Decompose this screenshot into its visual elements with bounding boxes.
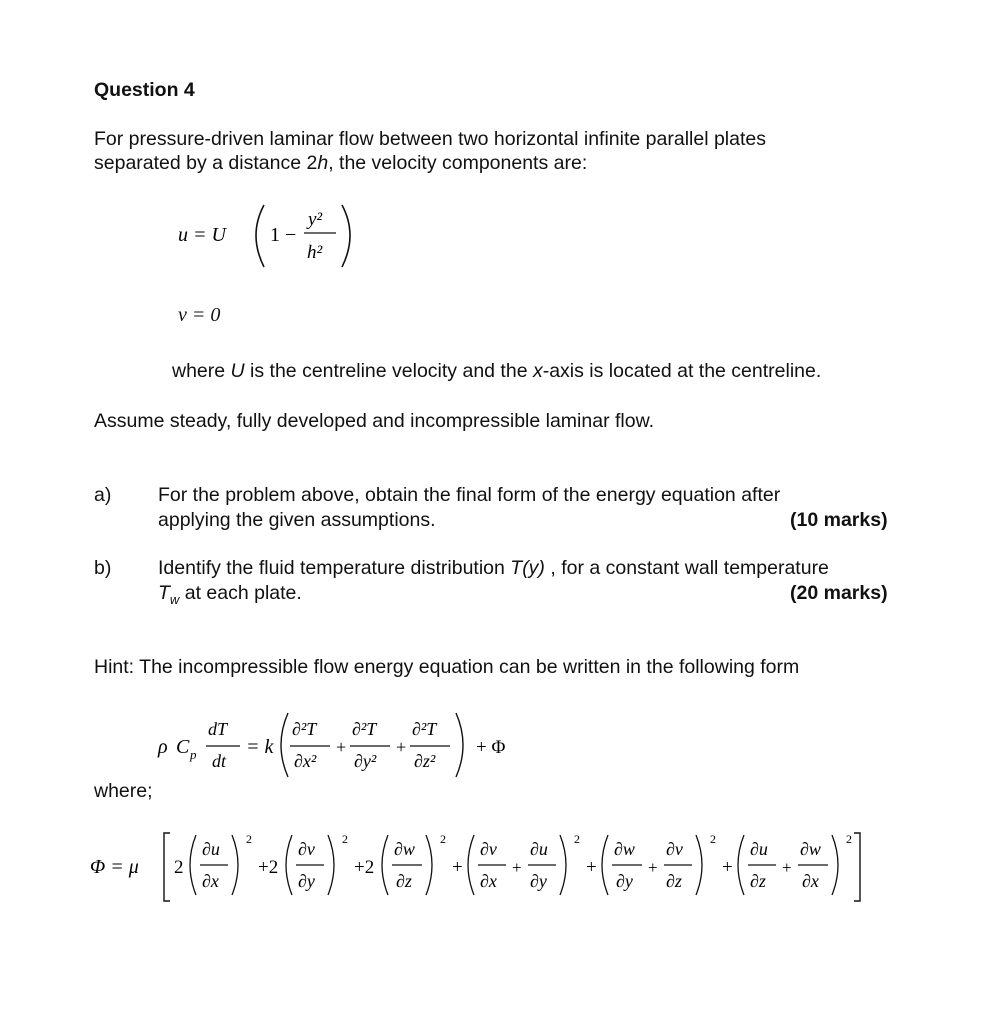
intro-line-1: For pressure-driven laminar flow between two horizontal infinite parallel plates: [94, 128, 766, 150]
dT-numerator: dT: [208, 719, 228, 739]
cp-subscript: p: [190, 747, 197, 762]
dx2: ∂x²: [294, 751, 317, 771]
coef-2: 2: [174, 857, 184, 878]
num: ∂w: [394, 839, 415, 859]
assumptions: Assume steady, fully developed and incompressible laminar flow.: [94, 410, 655, 432]
num: ∂w: [614, 839, 635, 859]
sq: 2: [574, 832, 580, 846]
intro-line-2: separated by a distance 2h, the velocity components are:: [94, 152, 588, 174]
paren-l: [286, 835, 292, 895]
paren-l: [382, 835, 388, 895]
plus: +: [648, 858, 658, 877]
sq: 2: [246, 832, 252, 846]
part-a-marks: (10 marks): [790, 509, 888, 531]
sq: 2: [342, 832, 348, 846]
paren-r: [328, 835, 334, 895]
paren-l: [468, 835, 474, 895]
plus: +: [586, 857, 597, 878]
paren-l: [738, 835, 744, 895]
dz2: ∂z²: [414, 751, 436, 771]
plus: +: [782, 858, 792, 877]
u-lhs: u = U: [178, 224, 226, 246]
d2T-1: ∂²T: [292, 719, 317, 739]
sq: 2: [440, 832, 446, 846]
velocity-u-equation: [170, 195, 370, 275]
den: ∂z: [396, 871, 412, 891]
num: ∂w: [800, 839, 821, 859]
num: ∂v: [666, 839, 683, 859]
den: ∂y: [298, 871, 315, 891]
part-b-label: b): [94, 557, 112, 579]
right-bracket: [854, 833, 860, 901]
equals-k: = k: [246, 736, 274, 758]
part-a-label: a): [94, 484, 112, 506]
plus-1: +: [336, 737, 347, 757]
part-a-line-1: For the problem above, obtain the final form of the energy equation after: [158, 484, 781, 506]
plus: +: [452, 857, 463, 878]
paren-r: [696, 835, 702, 895]
energy-equation: [150, 705, 530, 785]
u-one-minus: 1 −: [270, 224, 297, 246]
velocity-v-equation: v = 0: [178, 304, 221, 326]
left-paren: [256, 205, 264, 267]
num: ∂u: [202, 839, 220, 859]
part-b-line-2: $T_w$ at each plate.: [158, 582, 302, 607]
dt-denominator: dt: [212, 751, 227, 771]
num: ∂u: [530, 839, 548, 859]
num: ∂v: [298, 839, 315, 859]
dy2: ∂y²: [354, 751, 377, 771]
plus: +: [512, 858, 522, 877]
u-denominator: h²: [307, 242, 323, 263]
where-label: where;: [94, 780, 153, 802]
right-paren: [456, 713, 463, 777]
dissipation-equation: [88, 825, 938, 905]
cp-symbol: C: [176, 736, 190, 758]
num: ∂u: [750, 839, 768, 859]
den: ∂y: [530, 871, 547, 891]
hint-text: Hint: The incompressible flow energy equation can be written in the following form: [94, 656, 800, 678]
coef-plus-2: +2: [258, 857, 279, 878]
den: ∂x: [802, 871, 819, 891]
den: ∂x: [202, 871, 219, 891]
paren-l: [602, 835, 608, 895]
paren-l: [190, 835, 196, 895]
part-b-marks: (20 marks): [790, 582, 888, 604]
d2T-3: ∂²T: [412, 719, 437, 739]
paren-r: [426, 835, 432, 895]
num: ∂v: [480, 839, 497, 859]
den: ∂x: [480, 871, 497, 891]
paren-r: [232, 835, 238, 895]
plus-2: +: [396, 737, 407, 757]
coef-plus-2: +2: [354, 857, 375, 878]
d2T-2: ∂²T: [352, 719, 377, 739]
left-paren: [281, 713, 288, 777]
den: ∂z: [666, 871, 682, 891]
paren-r: [560, 835, 566, 895]
left-bracket: [164, 833, 170, 901]
where-line: where U is the centreline velocity and the x-axis is located at the centreline.: [172, 360, 822, 382]
plus: +: [722, 857, 733, 878]
rho-symbol: ρ: [158, 736, 168, 758]
question-title: Question 4: [94, 79, 195, 101]
phi-mu: Φ = μ: [90, 856, 139, 878]
u-numerator: y²: [308, 209, 323, 230]
paren-r: [832, 835, 838, 895]
den: ∂z: [750, 871, 766, 891]
right-paren: [342, 205, 350, 267]
part-b-line-1: Identify the fluid temperature distribution T(y) , for a constant wall temperature: [158, 557, 829, 579]
sq: 2: [710, 832, 716, 846]
den: ∂y: [616, 871, 633, 891]
sq: 2: [846, 832, 852, 846]
part-a-line-2: applying the given assumptions.: [158, 509, 436, 531]
plus-phi: + Φ: [476, 737, 506, 758]
